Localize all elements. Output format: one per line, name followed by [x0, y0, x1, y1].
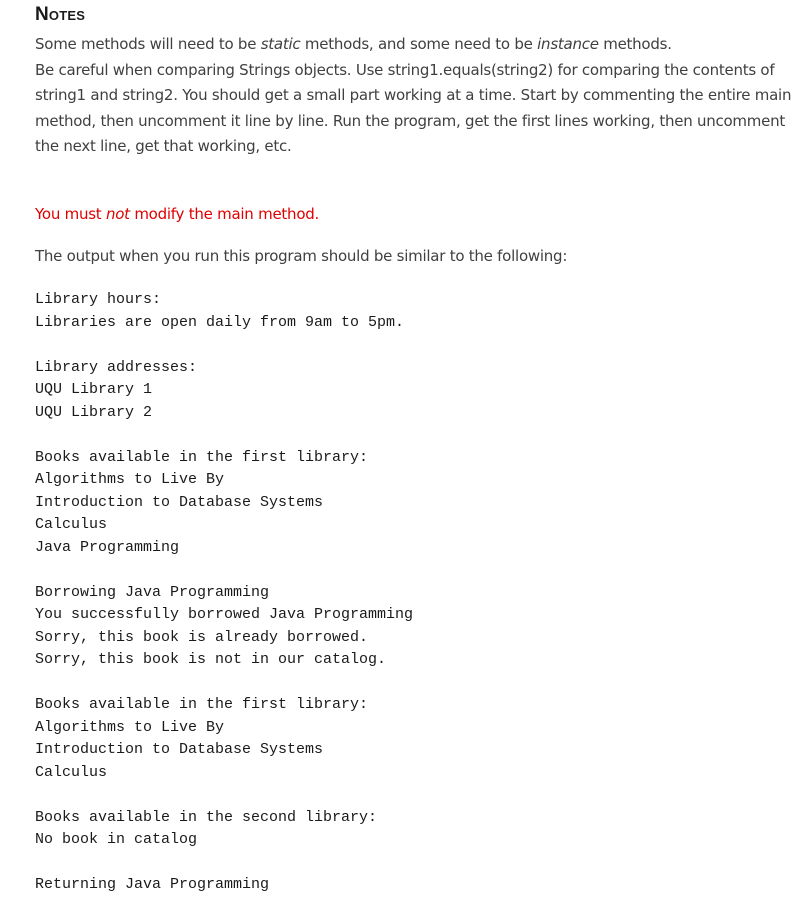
- output-blank-line: [35, 852, 413, 875]
- output-blank-line: [35, 784, 413, 807]
- warning-before: You must: [35, 205, 106, 223]
- output-blank-line: [35, 334, 413, 357]
- output-line: Calculus: [35, 763, 108, 781]
- warning-after: modify the main method.: [129, 205, 320, 223]
- para1-instance-emphasis: instance: [537, 35, 599, 53]
- output-line: No book in catalog: [35, 831, 198, 848]
- output-blank-line: [35, 672, 413, 695]
- output-line: Sorry, this book is not in our catalog.: [35, 651, 387, 668]
- output-line: Library hours:: [35, 291, 162, 308]
- warning-not-emphasis: not: [105, 205, 130, 223]
- output-line: Library addresses:: [35, 358, 198, 376]
- output-line: Libraries are open daily from 9am to 5pm.: [35, 313, 405, 331]
- notes-heading: Notes: [35, 4, 86, 25]
- output-line: Calculus: [35, 516, 108, 533]
- output-line: Books available in the first library:: [35, 696, 369, 713]
- output-line: Introduction to Database Systems: [35, 741, 324, 758]
- sample-output-block: [35, 289, 413, 897]
- output-line: Introduction to Database Systems: [35, 493, 324, 511]
- warning-text: [35, 202, 319, 227]
- output-intro: The output when you run this program should be similar to the following:: [35, 247, 568, 265]
- output-line: Algorithms to Live By: [35, 718, 225, 736]
- output-line: Sorry, this book is already borrowed.: [35, 628, 369, 646]
- output-line: Java Programming: [35, 538, 180, 556]
- output-line: Books available in the first library:: [35, 448, 369, 466]
- para1-text-middle: methods, and some need to be: [300, 35, 538, 53]
- notes-paragraph-static-instance: [35, 32, 800, 58]
- para1-text-after: methods.: [598, 35, 672, 53]
- output-line: UQU Library 1: [35, 381, 153, 398]
- output-line: You successfully borrowed Java Programming: [35, 606, 414, 623]
- output-blank-line: [35, 424, 413, 447]
- output-line: Borrowing Java Programming: [35, 583, 270, 601]
- output-line: Returning Java Programming: [35, 876, 270, 893]
- output-blank-line: [35, 559, 413, 582]
- para1-text-before: Some methods will need to be: [35, 35, 261, 53]
- para1-static-emphasis: static: [260, 35, 301, 53]
- output-line: Algorithms to Live By: [35, 471, 225, 488]
- output-line: Books available in the second library:: [35, 808, 378, 826]
- output-line: UQU Library 2: [35, 403, 153, 421]
- notes-paragraph-strings: Be careful when comparing Strings objects. Use string1.equals(string2) for comparing the contents of string1 and string2. You should get a small part working at a time. Start by commenting the entire main method, then uncomment it line by line. Run the program, get the first lines working, then uncomment the next line, get that working, etc.: [35, 60, 792, 155]
